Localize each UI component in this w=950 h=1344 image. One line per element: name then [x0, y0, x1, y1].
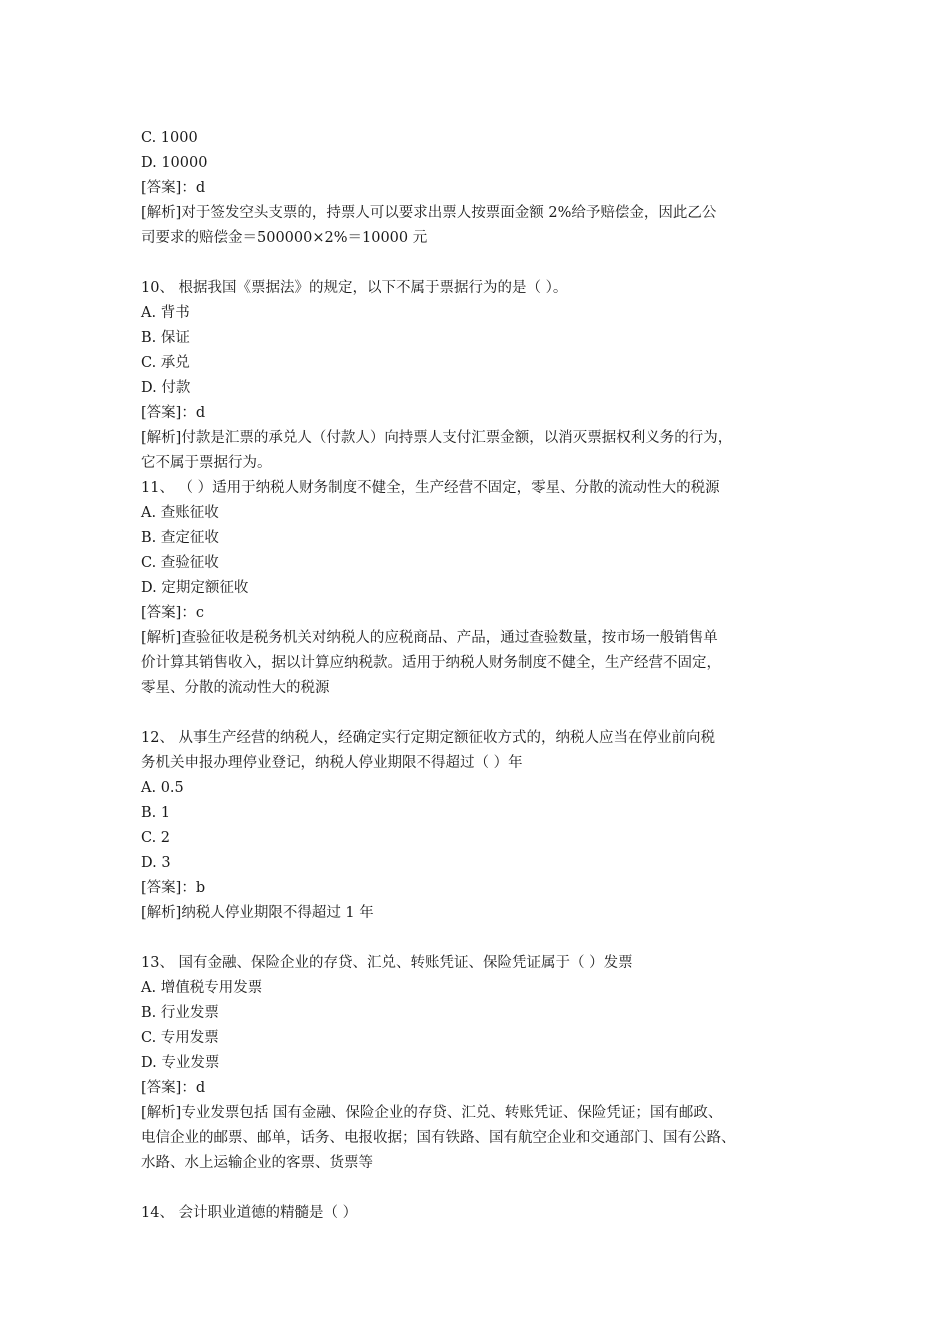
question-11-analysis: 价计算其销售收入，据以计算应纳税款。适用于纳税人财务制度不健全，生产经营不固定， — [141, 655, 721, 671]
question-10-answer: [答案]：d — [141, 405, 206, 421]
question-13-stem: 13、 国有金融、保险企业的存贷、汇兑、转账凭证、保险凭证属于（ ）发票 — [141, 955, 633, 971]
question-13-analysis: 电信企业的邮票、邮单，话务、电报收据；国有铁路、国有航空企业和交通部门、国有公路、 — [141, 1130, 736, 1146]
question-11-answer: [答案]：c — [141, 605, 204, 621]
question-10-analysis: 它不属于票据行为。 — [141, 455, 272, 471]
analysis-line: [解析]对于签发空头支票的，持票人可以要求出票人按票面金额 2%给予赔偿金，因此乙公 — [141, 205, 717, 221]
question-12-option-c: C. 2 — [141, 830, 171, 846]
question-10-option-d: D. 付款 — [141, 380, 191, 396]
question-11-analysis: 零星、分散的流动性大的税源 — [141, 680, 330, 696]
analysis-line: 司要求的赔偿金＝500000×2%＝10000 元 — [141, 230, 428, 246]
question-13-analysis: [解析]专业发票包括 国有金融、保险企业的存贷、汇兑、转账凭证、保险凭证；国有邮政、 — [141, 1105, 723, 1121]
question-11-option-c: C. 查验征收 — [141, 555, 219, 571]
question-11-analysis: [解析]查验征收是税务机关对纳税人的应税商品、产品，通过查验数量，按市场一般销售单 — [141, 630, 718, 646]
question-10-analysis: [解析]付款是汇票的承兑人（付款人）向持票人支付汇票金额，以消灭票据权利义务的行为， — [141, 430, 733, 446]
question-13-answer: [答案]：d — [141, 1080, 206, 1096]
question-14-stem: 14、 会计职业道德的精髓是（ ） — [141, 1205, 358, 1221]
question-10-stem: 10、 根据我国《票据法》的规定，以下不属于票据行为的是（ ）。 — [141, 280, 568, 296]
question-13-option-d: D. 专业发票 — [141, 1055, 220, 1071]
question-10-option-b: B. 保证 — [141, 330, 190, 346]
question-13-option-a: A. 增值税专用发票 — [141, 980, 263, 996]
question-13-option-b: B. 行业发票 — [141, 1005, 219, 1021]
question-11-option-d: D. 定期定额征收 — [141, 580, 249, 596]
question-12-option-d: D. 3 — [141, 855, 171, 871]
option-c: C. 1000 — [141, 130, 198, 146]
question-12-stem: 务机关申报办理停业登记，纳税人停业期限不得超过（ ）年 — [141, 755, 523, 771]
option-d: D. 10000 — [141, 155, 208, 171]
question-12-option-a: A. 0.5 — [141, 780, 184, 796]
question-13-analysis: 水路、水上运输企业的客票、货票等 — [141, 1155, 373, 1171]
question-11-stem: 11、 （ ）适用于纳税人财务制度不健全，生产经营不固定，零星、分散的流动性大的税源 — [141, 480, 720, 496]
answer-line: [答案]：d — [141, 180, 206, 196]
question-11-option-a: A. 查账征收 — [141, 505, 219, 521]
question-13-option-c: C. 专用发票 — [141, 1030, 219, 1046]
question-12-answer: [答案]：b — [141, 880, 206, 896]
question-12-option-b: B. 1 — [141, 805, 171, 821]
question-12-stem: 12、 从事生产经营的纳税人，经确定实行定期定额征收方式的，纳税人应当在停业前向税 — [141, 730, 716, 746]
question-11-option-b: B. 查定征收 — [141, 530, 219, 546]
question-10-option-c: C. 承兑 — [141, 355, 190, 371]
question-10-option-a: A. 背书 — [141, 305, 190, 321]
question-12-analysis: [解析]纳税人停业期限不得超过 1 年 — [141, 905, 374, 921]
document-page — [141, 126, 831, 1226]
